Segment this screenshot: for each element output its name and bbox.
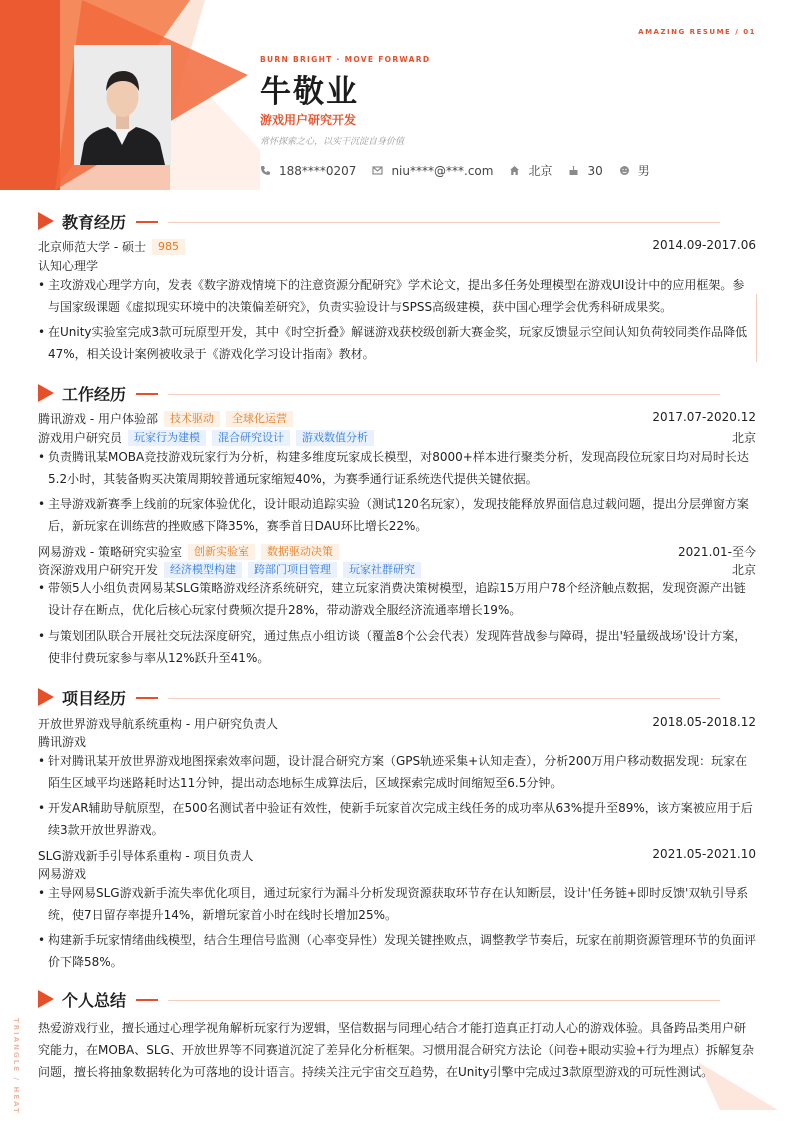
list-item: • 开发AR辅助导航原型，在500名测试者中验证有效性，使新手玩家首次完成主线任务的成功率从63%提升至89%，该方案被应用于后续3款开放世界游戏。	[38, 801, 753, 837]
project-date: 2018.05-2018.12	[652, 715, 756, 729]
company-tag: 技术驱动	[164, 411, 220, 427]
project-name: 开放世界游戏导航系统重构 - 用户研究负责人	[38, 717, 278, 731]
email-value: niu****@***.com	[391, 163, 494, 178]
section-arrow-icon	[38, 384, 54, 402]
contact-email[interactable]	[372, 164, 493, 178]
job-date: 2017.07-2020.12	[652, 410, 756, 424]
education-date: 2014.09-2017.06	[652, 238, 756, 252]
city-value: 北京	[528, 164, 553, 178]
candidate-name: 牛敬业	[260, 74, 359, 110]
education-major-row	[38, 257, 756, 275]
contact-phone[interactable]	[260, 164, 356, 178]
list-item: • 主攻游戏心理学方向，发表《数字游戏情境下的注意资源分配研究》学术论文，提出多任务处理模型在游戏UI设计中的应用框架。参与国家级课题《虚拟现实环境中的决策偏差研究》，负责实验设计与SPSS高级建模，获中国心理学会优秀科研成果奖。	[38, 278, 745, 314]
project-date: 2021.05-2021.10	[652, 847, 756, 861]
age-value: 30	[587, 163, 603, 178]
project-name: SLG游戏新手引导体系重构 - 项目负责人	[38, 849, 254, 863]
home-icon	[509, 165, 520, 176]
skill-tag: 混合研究设计	[212, 430, 290, 446]
user-icon	[619, 165, 630, 176]
job-date: 2021.01-至今	[678, 545, 756, 559]
project-org-row	[38, 733, 756, 751]
section-work-header	[38, 382, 756, 406]
job-position-row	[38, 429, 756, 447]
company-tag: 创新实验室	[188, 544, 255, 560]
project-org: 网易游戏	[38, 867, 87, 881]
target-role: 游戏用户研究开发	[260, 113, 357, 127]
summary-text: 热爱游戏行业，擅长通过心理学视角解析玩家行为逻辑，坚信数据与同理心结合才能打造真正打动人心的游戏体验。具备跨品类用户研究能力，在MOBA、SLG、开放世界等不同赛道沉淀了差异化分析框架。习惯用混合研究方法论（问卷+眼动实验+行为埋点）拆解复杂问题，擅长将抽象数据转化为可落地的设计语言。持续关注元宇宙交互趋势，在Unity引擎中完成过3款原型游戏的可玩性测试。	[38, 1021, 754, 1079]
job-city: 北京	[731, 431, 756, 445]
section-arrow-icon	[38, 212, 54, 230]
contact-age	[568, 164, 602, 178]
position: 资深游戏用户研究开发	[38, 563, 159, 577]
list-item: • 构建新手玩家情绪曲线模型，结合生理信号监测（心率变异性）发现关键挫败点，调整教学节奏后，玩家在前期资源管理环节的负面评价下降58%。	[38, 933, 757, 969]
section-title: 教育经历	[62, 213, 127, 232]
contact-gender	[619, 162, 650, 179]
project-header-row	[38, 847, 756, 865]
company: 网易游戏 - 策略研究实验室	[38, 545, 182, 559]
list-item: • 带领5人小组负责网易某SLG策略游戏经济系统研究，建立玩家消费决策树模型，追踪15万用户78个经济触点数据，发现资源产出链设计存在断点，优化后核心玩家付费频次提升28%，带动游戏全服经济流通率增长19%。	[38, 581, 746, 617]
skill-tag: 游戏数值分析	[296, 430, 374, 446]
contact-bar	[260, 162, 666, 179]
project-org: 腾讯游戏	[38, 735, 87, 749]
section-projects-header	[38, 686, 756, 710]
skill-tag: 玩家社群研究	[343, 562, 421, 578]
job-header-row	[38, 543, 756, 561]
section-title: 工作经历	[62, 385, 127, 404]
list-item: • 与策划团队联合开展社交玩法深度研究，通过焦点小组访谈（覆盖8个公会代表）发现阵营战参与障碍，提出'轻量级战场'设计方案，使非付费玩家参与率从12%跃升至41%。	[38, 629, 747, 665]
list-item: • 在Unity实验室完成3款可玩原型开发，其中《时空折叠》解谜游戏获校级创新大赛金奖，玩家反馈显示空间认知负荷较同类作品降低47%，相关设计案例被收录于《游戏化学习设计指南》教材。	[38, 325, 748, 361]
company: 腾讯游戏 - 用户体验部	[38, 412, 158, 426]
motto: 常怀探索之心，以实干沉淀自身价值	[260, 137, 405, 147]
cake-icon	[568, 165, 579, 176]
company-tag: 全球化运营	[226, 411, 293, 427]
position: 游戏用户研究员	[38, 431, 123, 445]
major: 认知心理学	[38, 259, 99, 273]
phone-icon	[260, 165, 271, 176]
phone-value: 188****0207	[279, 163, 357, 178]
gender-value: 男	[637, 164, 650, 178]
contact-city	[509, 162, 552, 179]
side-label: TRIANGLE / HEAT	[12, 1018, 20, 1115]
section-arrow-icon	[38, 688, 54, 706]
company-tag: 数据驱动决策	[261, 544, 339, 560]
skill-tag: 经济模型构建	[164, 562, 242, 578]
tagline: BURN BRIGHT · MOVE FORWARD	[260, 55, 431, 64]
section-title: 项目经历	[62, 689, 127, 708]
resume-label: AMAZING RESUME / 01	[638, 28, 756, 36]
profile-photo	[74, 45, 171, 165]
mail-icon	[372, 165, 383, 176]
list-item: • 负责腾讯某MOBA竞技游戏玩家行为分析，构建多维度玩家成长模型，对8000+样本进行聚类分析，发现高段位玩家日均对局时长达5.2小时，其装备购买决策周期较普通玩家缩短40%，为赛季通行证系统迭代提供关键依据。	[38, 450, 749, 486]
school-tag: 985	[152, 239, 185, 255]
divider	[756, 294, 757, 362]
section-education-header	[38, 210, 756, 234]
section-summary-header	[38, 988, 756, 1012]
job-header-row	[38, 410, 756, 428]
list-item: • 主导网易SLG游戏新手流失率优化项目，通过玩家行为漏斗分析发现资源获取环节存在认知断层，设计'任务链+即时反馈'双轨引导系统，使7日留存率提升14%，新增玩家首小时在线时长增加25%。	[38, 886, 749, 922]
section-arrow-icon	[38, 990, 54, 1008]
section-title: 个人总结	[62, 991, 127, 1010]
skill-tag: 玩家行为建模	[128, 430, 206, 446]
list-item: • 针对腾讯某开放世界游戏地图探索效率问题，设计混合研究方案（GPS轨迹采集+认知走查），分析200万用户移动数据发现：玩家在陌生区域平均迷路耗时达11分钟，提出动态地标生成算法后，区域探索完成时间缩短至6.5分钟。	[38, 754, 748, 790]
project-org-row	[38, 865, 756, 883]
job-city: 北京	[731, 563, 756, 577]
skill-tag: 跨部门项目管理	[248, 562, 337, 578]
education-row	[38, 238, 756, 256]
list-item: • 主导游戏新赛季上线前的玩家体验优化，设计眼动追踪实验（测试120名玩家），发现技能释放界面信息过载问题，提出分层弹窗方案后，新玩家在训练营的挫败感下降35%，赛季首日DAU环比增长22%。	[38, 497, 749, 533]
project-header-row	[38, 715, 756, 733]
school-name: 北京师范大学 - 硕士	[38, 240, 146, 254]
